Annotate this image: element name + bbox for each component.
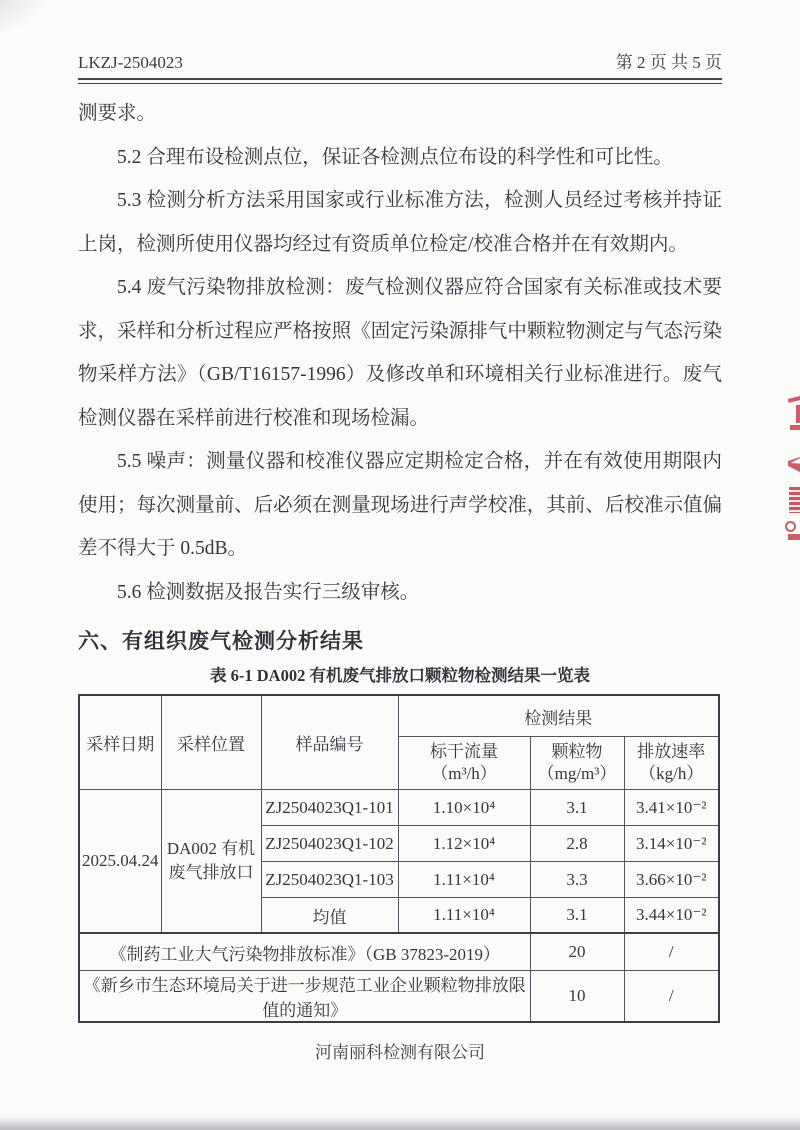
company-footer: 河南丽科检测有限公司 (315, 1043, 485, 1062)
particulate-header-unit: （mg/m³） (537, 764, 617, 783)
stamp-fragment (789, 487, 800, 513)
particulate-header-name: 颗粒物 (551, 742, 603, 761)
standard-name-cell: 《新乡市生态环境局关于进一步规范工业企业颗粒物排放限值的通知》 (79, 971, 530, 1023)
standard-limit-cell: 20 (530, 933, 624, 971)
standard-row (79, 971, 719, 1023)
table-row (79, 790, 719, 826)
paragraph-5-6: 5.6 检测数据及报告实行三级审核。 (117, 581, 420, 603)
rate-header-name: 排放速率 (637, 742, 706, 761)
stamp-fragment (788, 534, 800, 540)
paragraph-5-4: 5.4 废气污染物排放检测：废气检测仪器应符合国家有关标准或技术要求，采样和分析过程应严格按照《固定污染源排气中颗粒物测定与气态污染物采样方法》（GB/T16157-1996）及修改单和环境相关行业标准进行。废气检测仪器在采样前进行校准和现场检漏。 (78, 277, 722, 429)
header-rule (78, 78, 722, 84)
flow-value-cell: 1.10×10⁴ (398, 790, 530, 826)
results-table (78, 694, 720, 1023)
page-indicator: 第 2 页 共 5 页 (615, 53, 722, 72)
particulate-value-cell: 2.8 (530, 826, 624, 862)
standard-rate-cell: / (624, 971, 719, 1023)
stamp-fragment (785, 521, 796, 532)
rate-value-cell: 3.44×10⁻² (624, 898, 719, 934)
col-header-particulate (530, 737, 624, 790)
standard-rate-cell: / (624, 933, 719, 971)
stamp-fragment (790, 425, 800, 430)
col-header-rate (624, 737, 719, 790)
paragraph-5-5: 5.5 噪声：测量仪器和校准仪器应定期检定合格，并在有效使用期限内使用；每次测量前、后必须在测量现场进行声学校准，其前、后校准示值偏差不得大于 0.5dB。 (78, 451, 722, 559)
sample-location-line2: 废气排放口 (168, 863, 254, 882)
col-header-result-group: 检测结果 (398, 695, 719, 737)
body-paragraphs (78, 92, 722, 614)
sample-location-cell (161, 790, 261, 934)
standard-name-cell: 《制药工业大气污染物排放标准》（GB 37823-2019） (79, 933, 530, 971)
flow-value-cell: 1.11×10⁴ (398, 898, 530, 934)
stamp-fragment (788, 455, 800, 475)
sample-location-line1: DA002 有机 (166, 839, 256, 858)
table-header-row-1 (79, 695, 719, 737)
col-header-sample-id: 样品编号 (261, 695, 398, 790)
sample-date-cell: 2025.04.24 (79, 790, 161, 934)
sample-id-cell: ZJ2504023Q1-103 (261, 862, 398, 898)
col-header-date: 采样日期 (79, 695, 161, 790)
stamp-fragment (796, 405, 800, 423)
particulate-value-cell: 3.3 (530, 862, 624, 898)
page-content (78, 48, 722, 1023)
paragraph-5-3: 5.3 检测分析方法采用国家或行业标准方法，检测人员经过考核并持证上岗，检测所使用仪器均经过有资质单位检定/校准合格并在有效期内。 (78, 190, 722, 255)
flow-value-cell: 1.12×10⁴ (398, 826, 530, 862)
particulate-value-cell: 3.1 (530, 898, 624, 934)
rate-header-unit: （kg/h） (639, 764, 704, 783)
particulate-value-cell: 3.1 (530, 790, 624, 826)
standard-row (79, 933, 719, 971)
rate-value-cell: 3.41×10⁻² (624, 790, 719, 826)
standard-limit-cell: 10 (530, 971, 624, 1023)
sample-id-cell: ZJ2504023Q1-101 (261, 790, 398, 826)
scan-bottom-edge (0, 1117, 800, 1130)
table-title: 表 6-1 DA002 有机废气排放口颗粒物检测结果一览表 (210, 666, 590, 685)
stamp-fragment (788, 395, 800, 403)
sample-id-cell: ZJ2504023Q1-102 (261, 826, 398, 862)
flow-header-unit: （m³/h） (431, 764, 497, 783)
section-heading: 六、有组织废气检测分析结果 (78, 629, 364, 653)
rate-value-cell: 3.66×10⁻² (624, 862, 719, 898)
flow-header-name: 标干流量 (430, 742, 498, 761)
col-header-flow (398, 737, 530, 790)
flow-value-cell: 1.11×10⁴ (398, 862, 530, 898)
report-number: LKZJ-2504023 (78, 53, 183, 72)
rate-value-cell: 3.14×10⁻² (624, 826, 719, 862)
page-header (78, 48, 722, 73)
paragraph-continuation: 测要求。 (78, 103, 157, 124)
sample-id-cell: 均值 (261, 898, 398, 934)
paragraph-5-2: 5.2 合理布设检测点位，保证各检测点位布设的科学性和可比性。 (117, 146, 673, 168)
col-header-location: 采样位置 (161, 695, 261, 790)
scan-corner-shadow (0, 0, 52, 37)
